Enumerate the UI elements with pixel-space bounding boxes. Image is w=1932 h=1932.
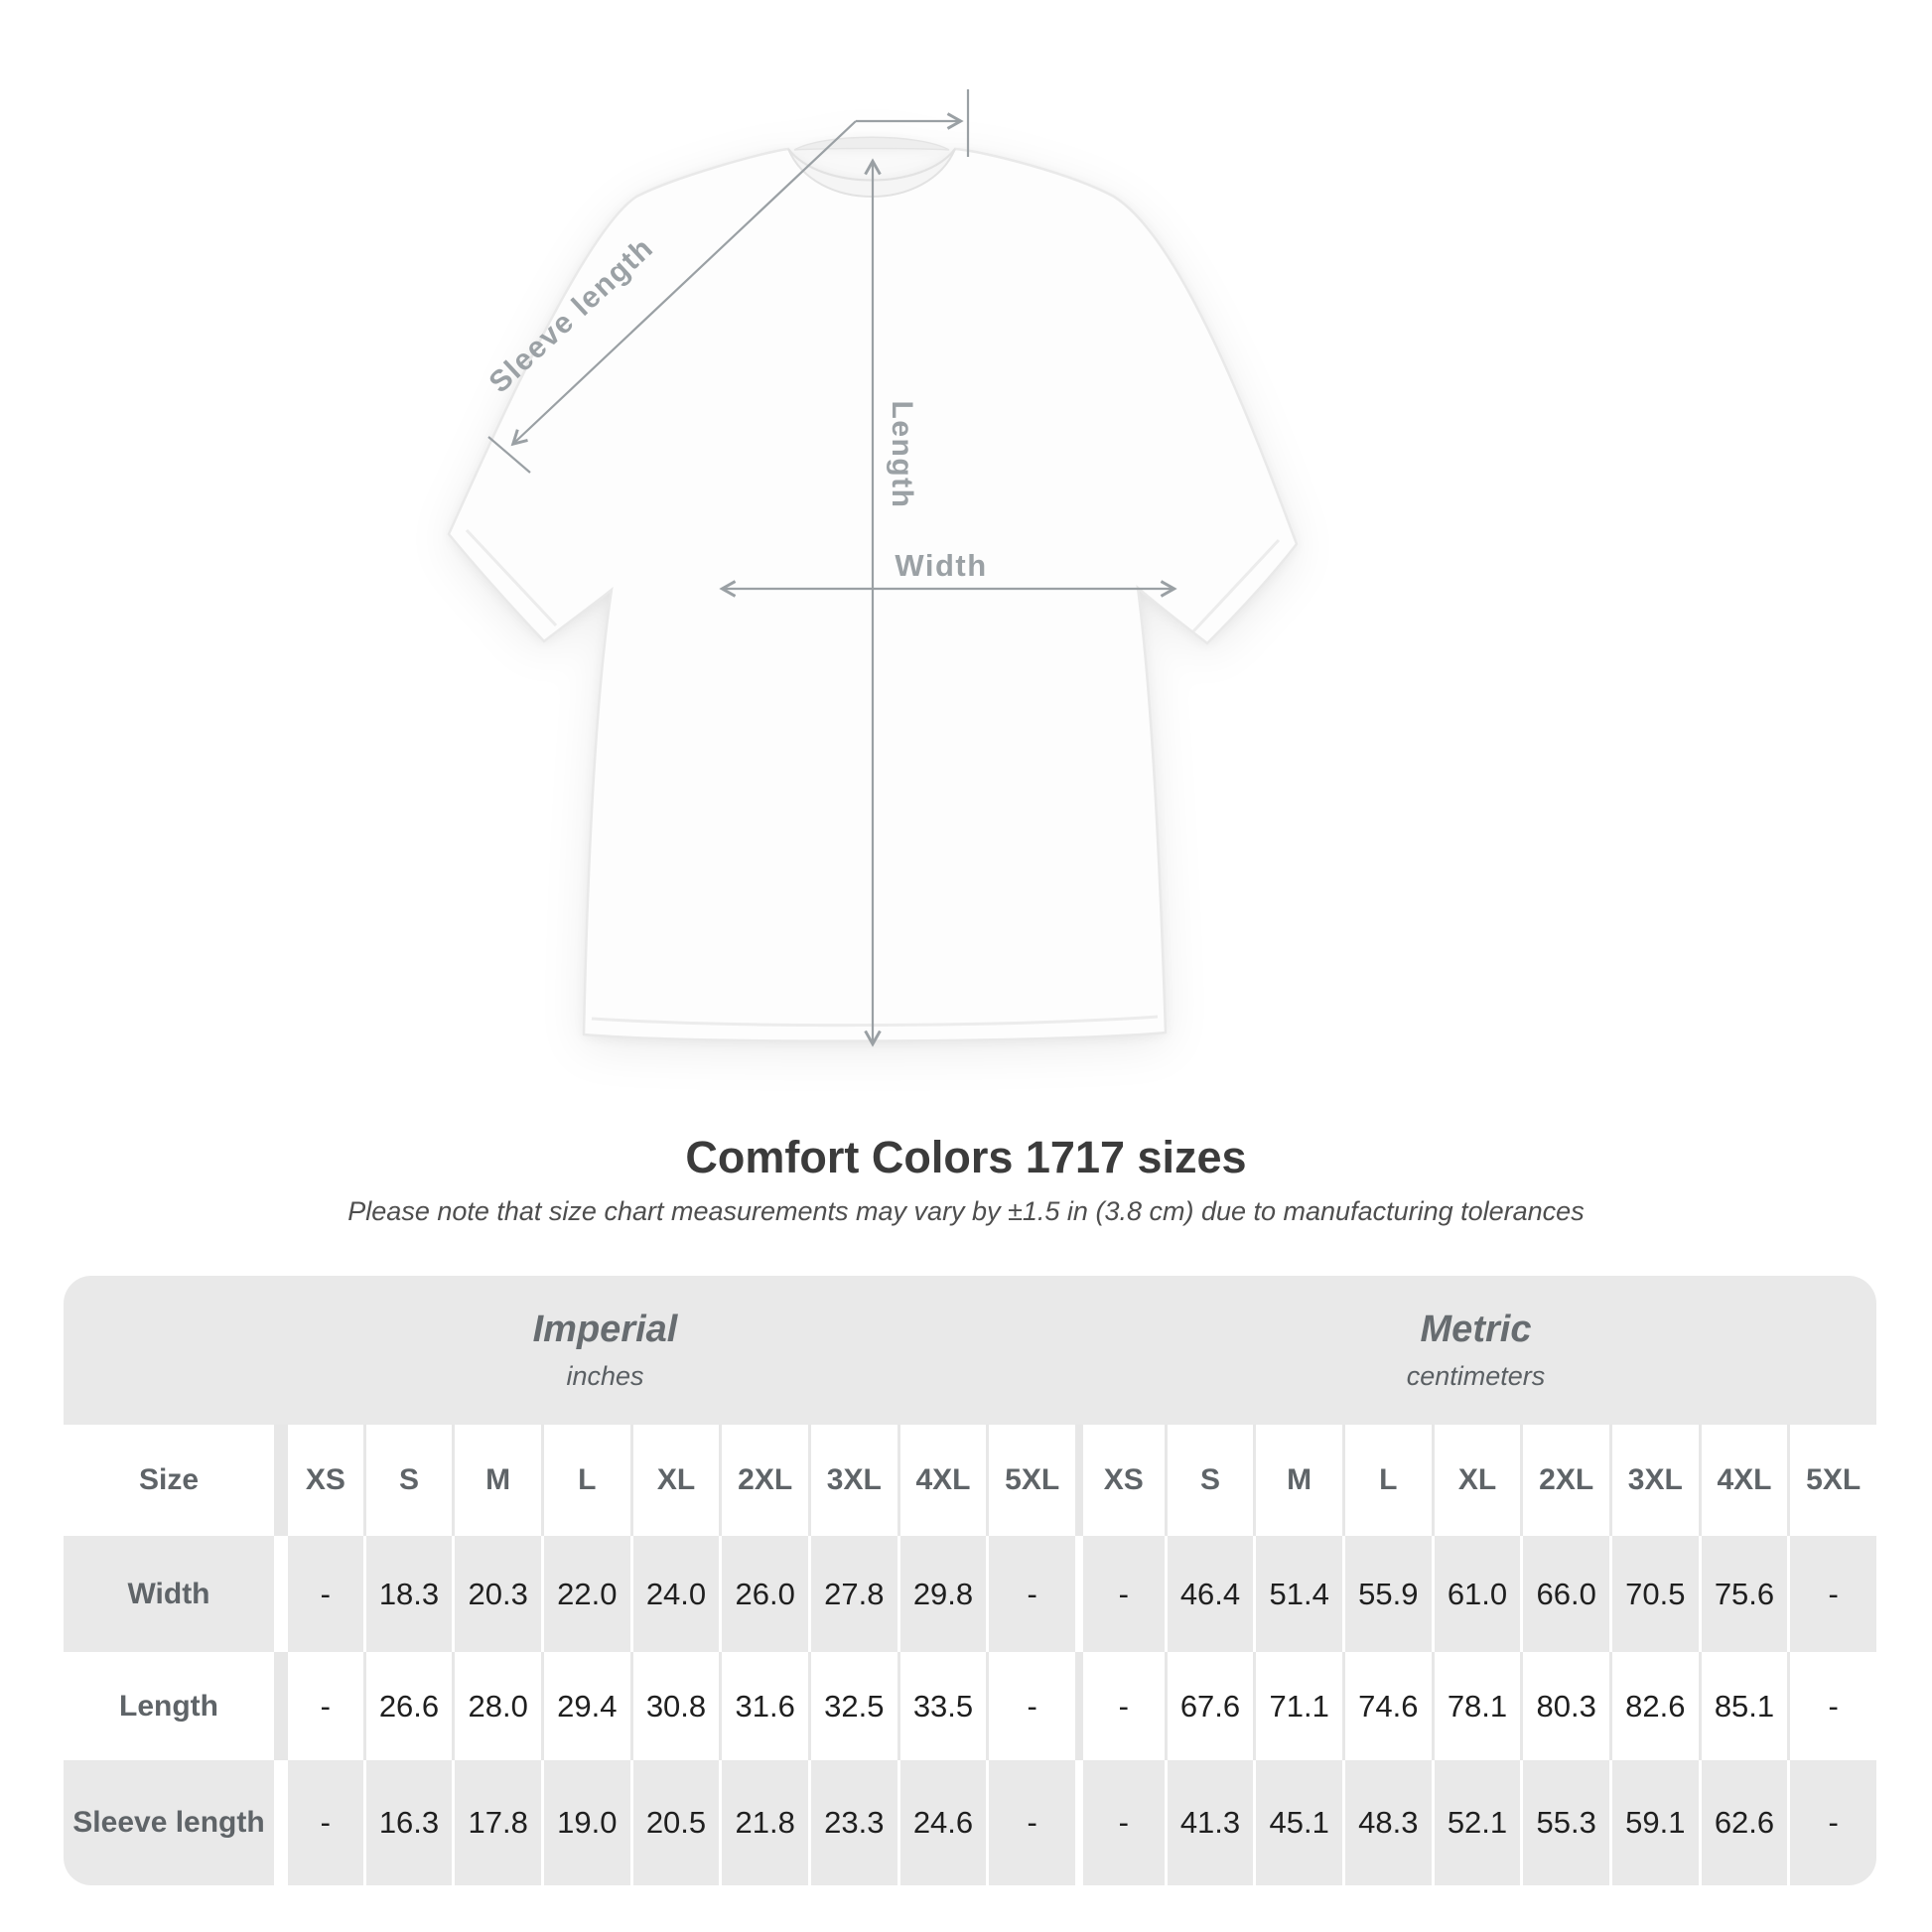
imperial-value-cell: 19.0: [541, 1760, 630, 1885]
collar-back: [794, 137, 949, 150]
metric-value-cell: L: [1342, 1425, 1432, 1536]
imperial-value-cell: 30.8: [630, 1652, 720, 1760]
metric-value-cell: -: [1075, 1536, 1165, 1652]
metric-value-cell: 59.1: [1609, 1760, 1699, 1885]
imperial-value-cell: 28.0: [452, 1652, 541, 1760]
imperial-value-cell: -: [986, 1760, 1075, 1885]
imperial-value-cell: XL: [630, 1425, 720, 1536]
metric-value-cell: 4XL: [1699, 1425, 1788, 1536]
imperial-value-cell: 24.6: [897, 1760, 987, 1885]
metric-value-cell: -: [1787, 1760, 1876, 1885]
page-title: Comfort Colors 1717 sizes: [685, 1132, 1247, 1182]
tolerance-note: Please note that size chart measurements may vary by ±1.5 in (3.8 cm) due to manufacturing tolerances: [347, 1196, 1585, 1226]
imperial-header: [205, 1276, 1006, 1425]
metric-value-cell: S: [1165, 1425, 1254, 1536]
metric-value-cell: 67.6: [1165, 1652, 1254, 1760]
metric-value-cell: 66.0: [1520, 1536, 1609, 1652]
metric-value-cell: 41.3: [1165, 1760, 1254, 1885]
metric-value-cell: 75.6: [1699, 1536, 1788, 1652]
row-label: Length: [119, 1689, 218, 1723]
row-label: Width: [64, 1536, 274, 1652]
imperial-value-cell: 24.0: [630, 1536, 720, 1652]
imperial-value-cell: 29.4: [541, 1652, 630, 1760]
metric-value-cell: -: [1787, 1652, 1876, 1760]
imperial-value-cell: -: [274, 1652, 363, 1760]
metric-value-cell: 80.3: [1520, 1652, 1609, 1760]
metric-value-cell: 2XL: [1520, 1425, 1609, 1536]
metric-value-cell: 48.3: [1342, 1760, 1432, 1885]
imperial-value-cell: 23.3: [808, 1760, 897, 1885]
metric-value-cell: -: [1075, 1652, 1165, 1760]
metric-value-cell: 55.3: [1520, 1760, 1609, 1885]
imperial-value-cell: S: [363, 1425, 453, 1536]
length-row: [64, 1652, 1876, 1760]
sleeve-length-row: [64, 1760, 1876, 1885]
metric-value-cell: 74.6: [1342, 1652, 1432, 1760]
metric-value-cell: 61.0: [1432, 1536, 1521, 1652]
metric-value-cell: 78.1: [1432, 1652, 1521, 1760]
row-label: Size: [138, 1463, 200, 1496]
metric-value-cell: M: [1253, 1425, 1342, 1536]
imperial-value-cell: 20.3: [452, 1536, 541, 1652]
imperial-value-cell: 16.3: [363, 1760, 453, 1885]
metric-value-cell: 51.4: [1253, 1536, 1342, 1652]
metric-value-cell: 45.1: [1253, 1760, 1342, 1885]
imperial-value-cell: -: [986, 1652, 1075, 1760]
metric-value-cell: 70.5: [1609, 1536, 1699, 1652]
imperial-value-cell: 3XL: [808, 1425, 897, 1536]
metric-value-cell: 62.6: [1699, 1760, 1788, 1885]
imperial-value-cell: L: [541, 1425, 630, 1536]
imperial-unit: inches: [566, 1361, 644, 1391]
imperial-title: Imperial: [532, 1309, 678, 1350]
metric-value-cell: 3XL: [1609, 1425, 1699, 1536]
sleeve-length-label: Sleeve length: [483, 230, 660, 400]
imperial-value-cell: 33.5: [897, 1652, 987, 1760]
metric-header: [1075, 1276, 1876, 1425]
imperial-value-cell: 29.8: [897, 1536, 987, 1652]
imperial-value-cell: 20.5: [630, 1760, 720, 1885]
imperial-value-cell: 4XL: [897, 1425, 987, 1536]
unit-system-header-row: [64, 1276, 1876, 1425]
imperial-value-cell: 21.8: [719, 1760, 808, 1885]
metric-value-cell: 5XL: [1787, 1425, 1876, 1536]
imperial-value-cell: 27.8: [808, 1536, 897, 1652]
metric-value-cell: -: [1075, 1760, 1165, 1885]
metric-value-cell: 82.6: [1609, 1652, 1699, 1760]
length-label: Length: [886, 400, 918, 509]
metric-value-cell: 85.1: [1699, 1652, 1788, 1760]
imperial-value-cell: 2XL: [719, 1425, 808, 1536]
imperial-value-cell: XS: [274, 1425, 363, 1536]
size-table: [64, 1276, 1876, 1885]
metric-title: Metric: [1420, 1309, 1532, 1350]
imperial-value-cell: 31.6: [719, 1652, 808, 1760]
imperial-value-cell: 5XL: [986, 1425, 1075, 1536]
imperial-value-cell: 26.0: [719, 1536, 808, 1652]
metric-unit: centimeters: [1406, 1361, 1546, 1391]
metric-value-cell: -: [1787, 1536, 1876, 1652]
imperial-value-cell: 18.3: [363, 1536, 453, 1652]
width-row: [64, 1536, 1876, 1652]
imperial-value-cell: M: [452, 1425, 541, 1536]
imperial-value-cell: -: [274, 1760, 363, 1885]
metric-value-cell: XS: [1075, 1425, 1165, 1536]
imperial-value-cell: 32.5: [808, 1652, 897, 1760]
row-label: Sleeve length: [64, 1760, 274, 1885]
size-header-row: [64, 1425, 1876, 1536]
imperial-value-cell: -: [274, 1536, 363, 1652]
metric-value-cell: XL: [1432, 1425, 1521, 1536]
width-label: Width: [895, 548, 988, 583]
imperial-value-cell: -: [986, 1536, 1075, 1652]
metric-value-cell: 71.1: [1253, 1652, 1342, 1760]
metric-value-cell: 46.4: [1165, 1536, 1254, 1652]
imperial-value-cell: 17.8: [452, 1760, 541, 1885]
metric-value-cell: 52.1: [1432, 1760, 1521, 1885]
metric-value-cell: 55.9: [1342, 1536, 1432, 1652]
imperial-value-cell: 22.0: [541, 1536, 630, 1652]
imperial-value-cell: 26.6: [363, 1652, 453, 1760]
